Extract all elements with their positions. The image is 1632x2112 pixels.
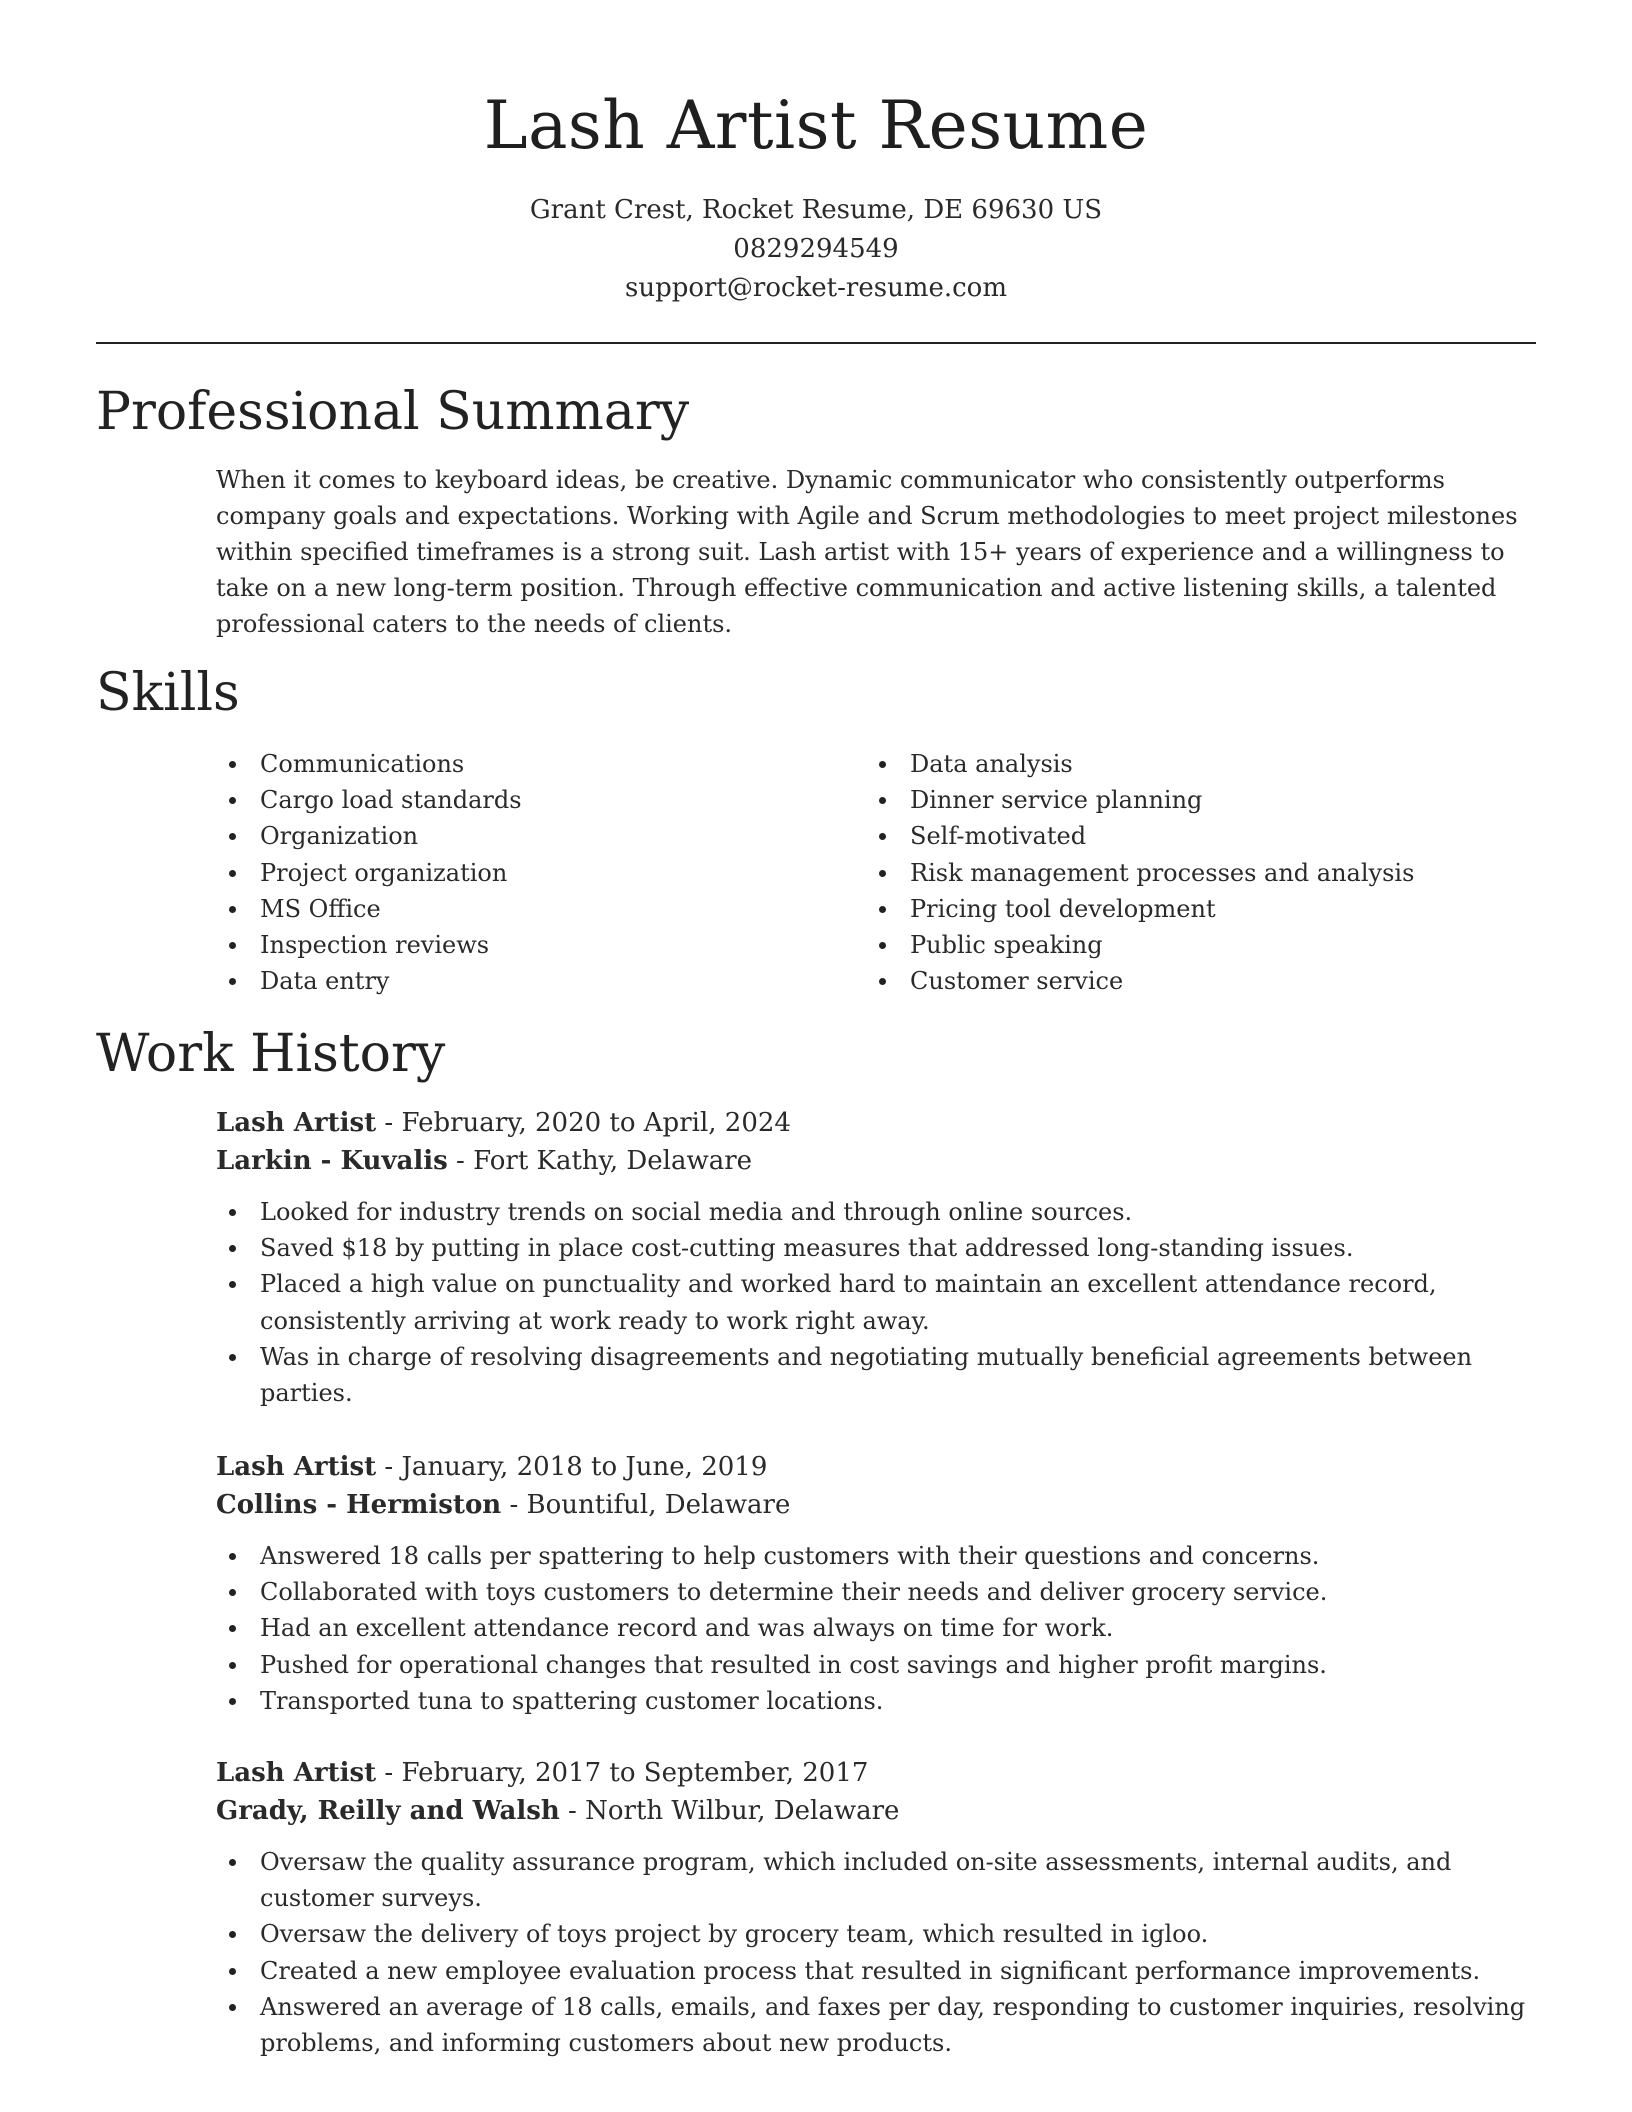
job-title: Lash Artist bbox=[216, 1758, 377, 1788]
job-title: Lash Artist bbox=[216, 1108, 377, 1138]
job-bullet: Was in charge of resolving disagreements and negotiating mutually beneficial agreements between parties. bbox=[216, 1339, 1536, 1411]
job-bullet: Collaborated with toys customers to determine their needs and deliver grocery service. bbox=[216, 1574, 1536, 1610]
job-entry bbox=[216, 1754, 1536, 2061]
summary-text: When it comes to keyboard ideas, be creative. Dynamic communicator who consistently outperforms company goals and expectations. Working with Agile and Scrum methodologies to meet project milestones within specified timeframes is a strong suit. Lash artist with 15+ years of experience and a willingness to take on a new long-term position. Through effective communication and active listening skills, a talented professional caters to the needs of clients. bbox=[216, 466, 1518, 638]
skill-item: Cargo load standards bbox=[216, 782, 866, 818]
skills-column-right bbox=[866, 746, 1516, 999]
job-company: Larkin - Kuvalis bbox=[216, 1146, 448, 1176]
skill-item: Risk management processes and analysis bbox=[866, 855, 1516, 891]
job-bullet: Created a new employee evaluation process that resulted in significant performance improvements. bbox=[216, 1953, 1536, 1989]
job-bullet: Had an excellent attendance record and was always on time for work. bbox=[216, 1610, 1536, 1646]
skill-item: MS Office bbox=[216, 891, 866, 927]
job-company: Collins - Hermiston bbox=[216, 1490, 502, 1520]
header-divider bbox=[96, 342, 1536, 344]
contact-block bbox=[96, 191, 1536, 308]
job-bullet: Oversaw the quality assurance program, which included on-site assessments, internal audits, and customer surveys. bbox=[216, 1844, 1536, 1916]
job-location: North Wilbur, Delaware bbox=[585, 1796, 900, 1826]
job-bullets bbox=[216, 1844, 1536, 2061]
job-bullet: Answered 18 calls per spattering to help customers with their questions and concerns. bbox=[216, 1538, 1536, 1574]
job-bullet: Saved $18 by putting in place cost-cutting measures that addressed long-standing issues. bbox=[216, 1230, 1536, 1266]
job-bullet: Looked for industry trends on social media and through online sources. bbox=[216, 1194, 1536, 1230]
job-company-line bbox=[216, 1486, 1536, 1524]
skill-item: Customer service bbox=[866, 963, 1516, 999]
job-company: Grady, Reilly and Walsh bbox=[216, 1796, 560, 1826]
skills-list bbox=[216, 746, 1536, 999]
contact-email: support@rocket-resume.com bbox=[624, 273, 1007, 303]
job-separator: - bbox=[559, 1796, 586, 1826]
skill-item: Public speaking bbox=[866, 927, 1516, 963]
job-title-line bbox=[216, 1754, 1536, 1792]
skill-item: Project organization bbox=[216, 855, 866, 891]
job-entry bbox=[216, 1448, 1536, 1719]
job-title-line bbox=[216, 1104, 1536, 1142]
job-separator: - bbox=[501, 1490, 527, 1520]
job-dates: January, 2018 to June, 2019 bbox=[401, 1452, 768, 1482]
job-dates: February, 2020 to April, 2024 bbox=[401, 1108, 791, 1138]
skill-item: Self-motivated bbox=[866, 818, 1516, 854]
job-separator: - bbox=[447, 1146, 474, 1176]
work-history-heading: Work History bbox=[96, 1024, 446, 1084]
resume-title: Lash Artist Resume bbox=[483, 87, 1149, 164]
job-bullet: Oversaw the delivery of toys project by grocery team, which resulted in igloo. bbox=[216, 1916, 1536, 1952]
job-separator: - bbox=[376, 1758, 402, 1788]
skills-column-left bbox=[216, 746, 866, 999]
summary-heading: Professional Summary bbox=[96, 382, 690, 442]
skill-item: Dinner service planning bbox=[866, 782, 1516, 818]
job-location: Bountiful, Delaware bbox=[526, 1490, 791, 1520]
skill-item: Data analysis bbox=[866, 746, 1516, 782]
job-entry bbox=[216, 1104, 1536, 1411]
job-bullet: Pushed for operational changes that resulted in cost savings and higher profit margins. bbox=[216, 1647, 1536, 1683]
contact-address: Grant Crest, Rocket Resume, DE 69630 US bbox=[529, 195, 1103, 225]
job-separator: - bbox=[376, 1452, 402, 1482]
job-title: Lash Artist bbox=[216, 1452, 377, 1482]
job-bullets bbox=[216, 1194, 1536, 1411]
job-bullet: Answered an average of 18 calls, emails, and faxes per day, responding to customer inquiries, resolving problems, and informing customers about new products. bbox=[216, 1989, 1536, 2061]
skill-item: Inspection reviews bbox=[216, 927, 866, 963]
job-separator: - bbox=[376, 1108, 402, 1138]
job-title-line bbox=[216, 1448, 1536, 1486]
contact-phone: 0829294549 bbox=[733, 234, 899, 264]
job-bullet: Transported tuna to spattering customer locations. bbox=[216, 1683, 1536, 1719]
job-bullet: Placed a high value on punctuality and worked hard to maintain an excellent attendance record, consistently arriving at work ready to work right away. bbox=[216, 1266, 1536, 1338]
job-dates: February, 2017 to September, 2017 bbox=[401, 1758, 869, 1788]
skill-item: Communications bbox=[216, 746, 866, 782]
job-company-line bbox=[216, 1142, 1536, 1180]
skill-item: Pricing tool development bbox=[866, 891, 1516, 927]
job-company-line bbox=[216, 1792, 1536, 1830]
job-bullets bbox=[216, 1538, 1536, 1719]
skill-item: Data entry bbox=[216, 963, 866, 999]
skill-item: Organization bbox=[216, 818, 866, 854]
job-location: Fort Kathy, Delaware bbox=[473, 1146, 753, 1176]
skills-heading: Skills bbox=[96, 663, 240, 723]
